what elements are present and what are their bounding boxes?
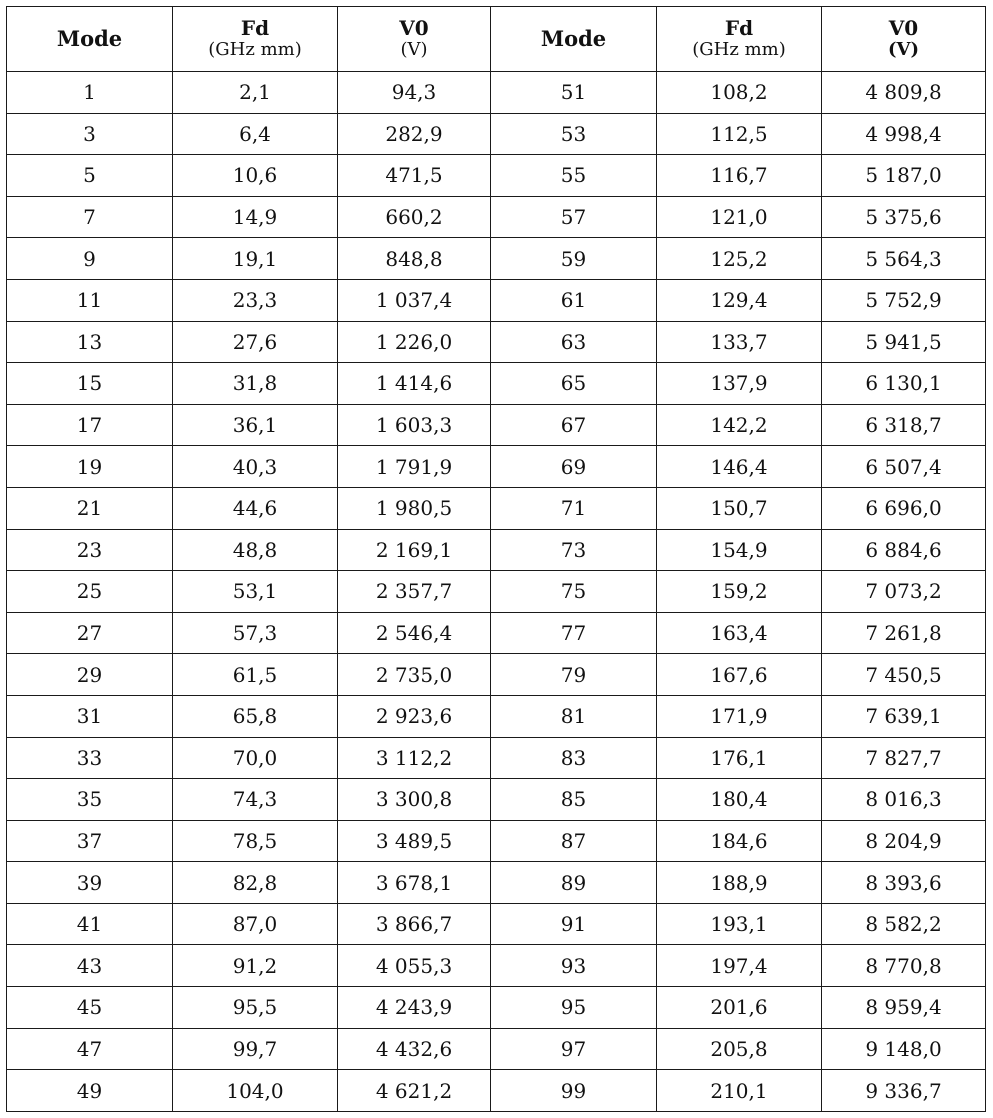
- cell-v0: 9 336,7: [822, 1070, 986, 1112]
- cell-fd: 116,7: [657, 155, 822, 197]
- cell-fd: 10,6: [173, 155, 338, 197]
- cell-mode: 39: [7, 862, 173, 904]
- header-mode-label: Mode: [56, 26, 123, 51]
- table-header: [7, 7, 986, 72]
- cell-fd: 201,6: [657, 987, 822, 1029]
- cell-mode: 65: [491, 363, 657, 405]
- cell-v0: 7 450,5: [822, 654, 986, 696]
- cell-fd: 74,3: [173, 779, 338, 821]
- cell-mode: 59: [491, 238, 657, 280]
- cell-mode: 25: [7, 571, 173, 613]
- cell-v0: 660,2: [338, 196, 491, 238]
- table-row: [7, 196, 986, 238]
- cell-v0: 8 204,9: [822, 820, 986, 862]
- cell-v0: 5 187,0: [822, 155, 986, 197]
- cell-fd: 31,8: [173, 363, 338, 405]
- cell-mode: 35: [7, 779, 173, 821]
- cell-v0: 4 998,4: [822, 113, 986, 155]
- cell-v0: 7 639,1: [822, 695, 986, 737]
- cell-fd: 78,5: [173, 820, 338, 862]
- cell-fd: 61,5: [173, 654, 338, 696]
- cell-v0: 4 432,6: [338, 1028, 491, 1070]
- cell-mode: 7: [7, 196, 173, 238]
- cell-v0: 4 243,9: [338, 987, 491, 1029]
- cell-mode: 57: [491, 196, 657, 238]
- cell-v0: 7 827,7: [822, 737, 986, 779]
- table-row: [7, 529, 986, 571]
- cell-fd: 197,4: [657, 945, 822, 987]
- header-v0-label: V0: [888, 16, 919, 40]
- cell-fd: 129,4: [657, 279, 822, 321]
- cell-v0: 1 791,9: [338, 446, 491, 488]
- table-row: [7, 987, 986, 1029]
- cell-fd: 27,6: [173, 321, 338, 363]
- table-row: [7, 72, 986, 114]
- cell-mode: 31: [7, 695, 173, 737]
- cell-fd: 82,8: [173, 862, 338, 904]
- cell-v0: 2 357,7: [338, 571, 491, 613]
- cell-fd: 154,9: [657, 529, 822, 571]
- cell-fd: 65,8: [173, 695, 338, 737]
- cell-fd: 184,6: [657, 820, 822, 862]
- cell-mode: 81: [491, 695, 657, 737]
- cell-v0: 4 809,8: [822, 72, 986, 114]
- cell-fd: 150,7: [657, 487, 822, 529]
- cell-fd: 99,7: [173, 1028, 338, 1070]
- cell-fd: 125,2: [657, 238, 822, 280]
- cell-v0: 8 393,6: [822, 862, 986, 904]
- cell-mode: 55: [491, 155, 657, 197]
- cell-mode: 37: [7, 820, 173, 862]
- cell-v0: 3 489,5: [338, 820, 491, 862]
- cell-fd: 19,1: [173, 238, 338, 280]
- cell-mode: 41: [7, 903, 173, 945]
- cell-mode: 29: [7, 654, 173, 696]
- cell-fd: 112,5: [657, 113, 822, 155]
- cell-v0: 1 226,0: [338, 321, 491, 363]
- header-mode-left: [7, 7, 173, 72]
- cell-mode: 73: [491, 529, 657, 571]
- cell-v0: 8 582,2: [822, 903, 986, 945]
- cell-mode: 79: [491, 654, 657, 696]
- cell-fd: 53,1: [173, 571, 338, 613]
- cell-fd: 146,4: [657, 446, 822, 488]
- cell-mode: 43: [7, 945, 173, 987]
- cell-mode: 51: [491, 72, 657, 114]
- cell-v0: 8 770,8: [822, 945, 986, 987]
- cell-fd: 70,0: [173, 737, 338, 779]
- cell-v0: 1 980,5: [338, 487, 491, 529]
- cell-v0: 5 752,9: [822, 279, 986, 321]
- cell-v0: 6 507,4: [822, 446, 986, 488]
- cell-mode: 83: [491, 737, 657, 779]
- cell-fd: 44,6: [173, 487, 338, 529]
- table-row: [7, 155, 986, 197]
- cell-v0: 5 375,6: [822, 196, 986, 238]
- cell-mode: 97: [491, 1028, 657, 1070]
- cell-fd: 48,8: [173, 529, 338, 571]
- cell-fd: 210,1: [657, 1070, 822, 1112]
- cell-fd: 6,4: [173, 113, 338, 155]
- cell-v0: 8 959,4: [822, 987, 986, 1029]
- header-v0-label: V0: [399, 16, 429, 40]
- table-row: [7, 862, 986, 904]
- header-fd-right: [657, 7, 822, 72]
- cell-mode: 49: [7, 1070, 173, 1112]
- cell-fd: 14,9: [173, 196, 338, 238]
- cell-v0: 5 941,5: [822, 321, 986, 363]
- header-v0-right: [822, 7, 986, 72]
- table-row: [7, 779, 986, 821]
- cell-mode: 15: [7, 363, 173, 405]
- cell-mode: 61: [491, 279, 657, 321]
- cell-v0: 2 735,0: [338, 654, 491, 696]
- cell-fd: 188,9: [657, 862, 822, 904]
- cell-mode: 19: [7, 446, 173, 488]
- cell-mode: 11: [7, 279, 173, 321]
- header-v0-unit: (V): [888, 39, 919, 60]
- cell-mode: 53: [491, 113, 657, 155]
- header-mode-right: [491, 7, 657, 72]
- cell-mode: 3: [7, 113, 173, 155]
- header-v0-unit: (V): [400, 39, 428, 60]
- cell-fd: 171,9: [657, 695, 822, 737]
- table-row: [7, 113, 986, 155]
- cell-fd: 87,0: [173, 903, 338, 945]
- cell-mode: 13: [7, 321, 173, 363]
- mode-table: [6, 6, 986, 1112]
- cell-mode: 33: [7, 737, 173, 779]
- table-row: [7, 903, 986, 945]
- cell-v0: 7 261,8: [822, 612, 986, 654]
- cell-v0: 2 923,6: [338, 695, 491, 737]
- table-row: [7, 238, 986, 280]
- cell-mode: 1: [7, 72, 173, 114]
- cell-fd: 91,2: [173, 945, 338, 987]
- header-fd-unit: (GHz mm): [208, 39, 302, 60]
- cell-fd: 133,7: [657, 321, 822, 363]
- table-row: [7, 571, 986, 613]
- table-row: [7, 279, 986, 321]
- header-fd-unit: (GHz mm): [692, 39, 786, 60]
- header-fd-left: [173, 7, 338, 72]
- cell-v0: 1 414,6: [338, 363, 491, 405]
- table-row: [7, 1028, 986, 1070]
- cell-fd: 23,3: [173, 279, 338, 321]
- cell-mode: 47: [7, 1028, 173, 1070]
- table-row: [7, 487, 986, 529]
- cell-v0: 3 112,2: [338, 737, 491, 779]
- cell-mode: 27: [7, 612, 173, 654]
- cell-fd: 176,1: [657, 737, 822, 779]
- cell-fd: 104,0: [173, 1070, 338, 1112]
- cell-v0: 5 564,3: [822, 238, 986, 280]
- table-row: [7, 1070, 986, 1112]
- table-body: [7, 72, 986, 1112]
- cell-fd: 108,2: [657, 72, 822, 114]
- header-fd-label: Fd: [240, 16, 270, 40]
- cell-mode: 21: [7, 487, 173, 529]
- cell-mode: 91: [491, 903, 657, 945]
- cell-v0: 1 037,4: [338, 279, 491, 321]
- cell-fd: 180,4: [657, 779, 822, 821]
- cell-fd: 163,4: [657, 612, 822, 654]
- cell-v0: 2 546,4: [338, 612, 491, 654]
- cell-fd: 121,0: [657, 196, 822, 238]
- cell-v0: 282,9: [338, 113, 491, 155]
- table-row: [7, 945, 986, 987]
- table-row: [7, 612, 986, 654]
- cell-mode: 5: [7, 155, 173, 197]
- cell-mode: 99: [491, 1070, 657, 1112]
- cell-mode: 93: [491, 945, 657, 987]
- cell-mode: 89: [491, 862, 657, 904]
- cell-v0: 7 073,2: [822, 571, 986, 613]
- cell-v0: 94,3: [338, 72, 491, 114]
- table-row: [7, 321, 986, 363]
- cell-mode: 85: [491, 779, 657, 821]
- cell-fd: 36,1: [173, 404, 338, 446]
- cell-v0: 1 603,3: [338, 404, 491, 446]
- cell-v0: 6 130,1: [822, 363, 986, 405]
- table-row: [7, 654, 986, 696]
- cell-v0: 4 055,3: [338, 945, 491, 987]
- cell-v0: 3 866,7: [338, 903, 491, 945]
- cell-v0: 4 621,2: [338, 1070, 491, 1112]
- cell-v0: 6 696,0: [822, 487, 986, 529]
- cell-v0: 848,8: [338, 238, 491, 280]
- cell-fd: 167,6: [657, 654, 822, 696]
- cell-mode: 87: [491, 820, 657, 862]
- cell-fd: 57,3: [173, 612, 338, 654]
- cell-fd: 159,2: [657, 571, 822, 613]
- table-row: [7, 446, 986, 488]
- cell-mode: 67: [491, 404, 657, 446]
- header-v0-left: [338, 7, 491, 72]
- cell-mode: 71: [491, 487, 657, 529]
- cell-mode: 23: [7, 529, 173, 571]
- cell-v0: 9 148,0: [822, 1028, 986, 1070]
- cell-fd: 193,1: [657, 903, 822, 945]
- cell-mode: 17: [7, 404, 173, 446]
- cell-mode: 75: [491, 571, 657, 613]
- header-fd-label: Fd: [724, 16, 754, 40]
- cell-mode: 9: [7, 238, 173, 280]
- cell-v0: 6 318,7: [822, 404, 986, 446]
- table-row: [7, 404, 986, 446]
- header-row: [7, 7, 986, 72]
- cell-mode: 69: [491, 446, 657, 488]
- cell-fd: 205,8: [657, 1028, 822, 1070]
- table-row: [7, 820, 986, 862]
- cell-v0: 6 884,6: [822, 529, 986, 571]
- cell-fd: 95,5: [173, 987, 338, 1029]
- cell-v0: 3 678,1: [338, 862, 491, 904]
- cell-mode: 95: [491, 987, 657, 1029]
- cell-v0: 3 300,8: [338, 779, 491, 821]
- cell-v0: 471,5: [338, 155, 491, 197]
- cell-v0: 8 016,3: [822, 779, 986, 821]
- cell-v0: 2 169,1: [338, 529, 491, 571]
- cell-fd: 142,2: [657, 404, 822, 446]
- cell-fd: 40,3: [173, 446, 338, 488]
- table-row: [7, 737, 986, 779]
- cell-mode: 77: [491, 612, 657, 654]
- table-row: [7, 363, 986, 405]
- table-row: [7, 695, 986, 737]
- cell-fd: 137,9: [657, 363, 822, 405]
- header-mode-label: Mode: [540, 26, 607, 51]
- cell-mode: 63: [491, 321, 657, 363]
- cell-fd: 2,1: [173, 72, 338, 114]
- cell-mode: 45: [7, 987, 173, 1029]
